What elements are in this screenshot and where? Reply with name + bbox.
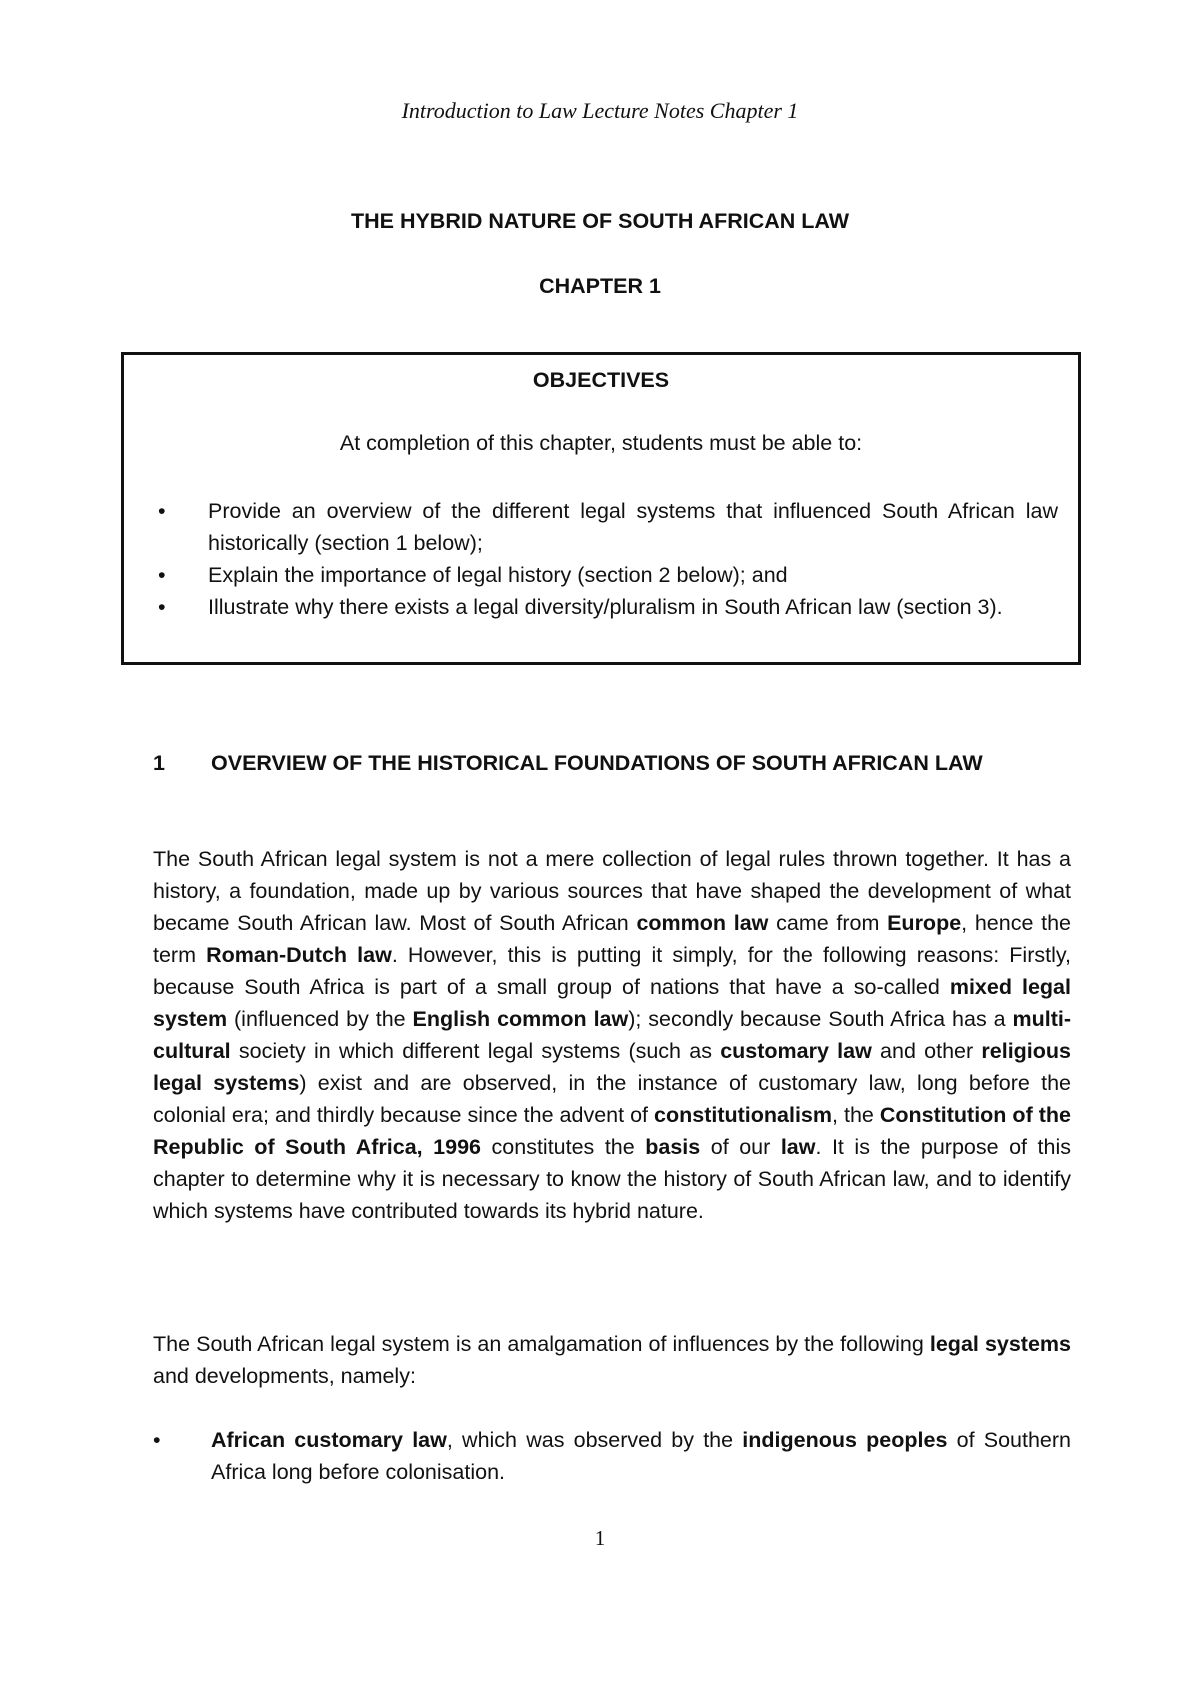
chapter-label: CHAPTER 1 <box>539 274 661 298</box>
bullet-icon: • <box>158 595 166 619</box>
objective-text: Explain the importance of legal history (section 2 below); and <box>208 563 788 587</box>
objective-item <box>158 495 1058 559</box>
section-number: 1 <box>153 751 165 775</box>
text-run: . However, this is putting it simply, for the following reasons: Firstly, because South Africa is part of a small group of nations that have a so-called <box>153 943 1071 999</box>
text-run: society in which different legal systems (such as <box>230 1039 721 1063</box>
text-run: of our <box>700 1135 781 1159</box>
text-run: , hence the term <box>153 911 1072 967</box>
text-run: constitutes the <box>481 1135 646 1159</box>
bold-term: mixed legal system <box>153 975 1071 1031</box>
objective-text: Provide an overview of the different legal systems that influenced South African law historically (section 1 below); <box>208 499 1058 555</box>
text-run: , the <box>832 1103 880 1127</box>
objectives-heading: OBJECTIVES <box>532 368 670 392</box>
objective-text: Illustrate why there exists a legal diversity/pluralism in South African law (section 3). <box>208 595 1003 619</box>
section-heading <box>153 747 1071 779</box>
objectives-intro: At completion of this chapter, students must be able to: <box>339 431 863 455</box>
bold-term: legal systems <box>929 1332 1072 1356</box>
bold-term: Roman-Dutch law <box>206 943 392 967</box>
objectives-list <box>158 495 1058 623</box>
bullet-icon: • <box>158 499 166 523</box>
text-run: and other <box>871 1039 982 1063</box>
bold-term: basis <box>645 1135 701 1159</box>
text-run: . It is the purpose of this chapter to determine why it is necessary to know the history of South African law, and to identify which systems have contributed towards its hybrid nature. <box>153 1135 1072 1223</box>
list-item-text <box>211 1428 1071 1484</box>
text-run: (influenced by the <box>227 1007 413 1031</box>
document-title: THE HYBRID NATURE OF SOUTH AFRICAN LAW <box>350 209 850 233</box>
text-run: came from <box>768 911 888 935</box>
section-title: OVERVIEW OF THE HISTORICAL FOUNDATIONS OF SOUTH AFRICAN LAW <box>211 751 983 775</box>
text-run: , which was observed by the <box>446 1428 743 1452</box>
objective-item <box>158 591 1058 623</box>
legal-systems-list <box>153 1424 1071 1488</box>
page-number: 1 <box>594 1526 606 1550</box>
bold-term: Europe <box>887 911 962 935</box>
text-run: ); secondly because South Africa has a <box>628 1007 1013 1031</box>
objectives-box <box>121 352 1081 665</box>
bold-term: constitutionalism <box>654 1103 832 1127</box>
body-paragraph <box>153 843 1071 1227</box>
bold-term: multi-cultural <box>153 1007 1072 1063</box>
bullet-icon: • <box>158 563 166 587</box>
objective-item <box>158 559 1058 591</box>
text-run: The South African legal system is an amalgamation of influences by the following <box>153 1332 930 1356</box>
list-item <box>153 1424 1071 1488</box>
bullet-icon: • <box>153 1428 161 1452</box>
bold-term: English common law <box>412 1007 629 1031</box>
bold-term: religious legal systems <box>153 1039 1071 1095</box>
body-paragraph <box>153 1328 1071 1392</box>
bold-term: African customary law <box>211 1428 447 1452</box>
bold-term: common law <box>636 911 769 935</box>
text-run: of Southern Africa long before colonisation. <box>211 1428 1071 1484</box>
bold-term: indigenous peoples <box>742 1428 948 1452</box>
bold-term: law <box>780 1135 816 1159</box>
text-run: The South African legal system is not a mere collection of legal rules thrown together. It has a history, a foundation, made up by various sources that have shaped the development of what became South African law. Most of South African <box>153 847 1071 935</box>
text-run: and developments, namely: <box>153 1364 416 1388</box>
bold-term: Constitution of the Republic of South Africa, 1996 <box>153 1103 1071 1159</box>
text-run: ) exist and are observed, in the instance of customary law, long before the colonial era; and thirdly because since the advent of <box>153 1071 1072 1127</box>
bold-term: customary law <box>720 1039 872 1063</box>
running-head: Introduction to Law Lecture Notes Chapter 1 <box>401 98 799 123</box>
